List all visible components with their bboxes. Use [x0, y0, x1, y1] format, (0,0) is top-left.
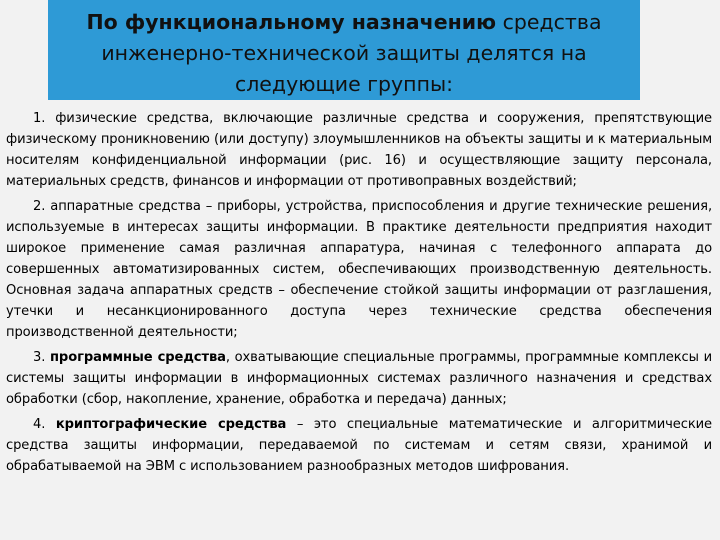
slide-body — [6, 108, 712, 481]
list-item-text: – это специальные математические и алгоритмические средства защиты информации, передаваемой по системам и сетям связи, хранимой и обрабатываемой на ЭВМ с использованием разнообразных методов шифрования. — [6, 417, 713, 474]
slide-title-bold: По функциональному назначению — [86, 10, 497, 34]
list-item-number: 4. — [33, 417, 56, 432]
list-item-software — [6, 347, 712, 410]
list-item-term: программные средства — [49, 350, 226, 365]
slide-title-box — [48, 0, 640, 100]
list-item-text: , охватывающие специальные программы, программные комплексы и системы защиты информации в информационных системах различного назначения и средствах обработки (сбор, накопление, хранение, обработка и передача) данных; — [6, 350, 712, 407]
list-item-hardware — [6, 196, 712, 343]
list-item-physical — [6, 108, 712, 192]
list-item-number: 1. — [33, 111, 56, 126]
slide-title — [58, 7, 630, 100]
list-item-term: криптографические средства — [55, 417, 287, 432]
list-item-text: аппаратные средства – приборы, устройства, приспособления и другие технические решения, используемые в интересах защиты информации. В практике деятельности предприятия находит широкое применение самая различная аппаратура, начиная с телефонного аппарата до совершенных автоматизированных систем, обеспечивающих производственную деятельность. Основная задача аппаратных средств – обеспечение стойкой защиты информации от разглашения, утечки и несанкционированного доступа через технические средства обеспечения производственной деятельности; — [6, 199, 713, 340]
list-item-crypto — [6, 414, 712, 477]
slide-title-rest: средства инженерно-технической защиты делятся на следующие группы: — [101, 10, 602, 96]
list-item-number: 2. — [33, 199, 51, 214]
list-item-text: физические средства, включающие различные средства и сооружения, препятствующие физическому проникновению (или доступу) злоумышленников на объекты защиты и к материальным носителям конфиденциальной информации (рис. 16) и осуществляющие защиту персонала, материальных средств, финансов и информации от противоправных воздействий; — [6, 111, 713, 189]
list-item-number: 3. — [33, 350, 50, 365]
